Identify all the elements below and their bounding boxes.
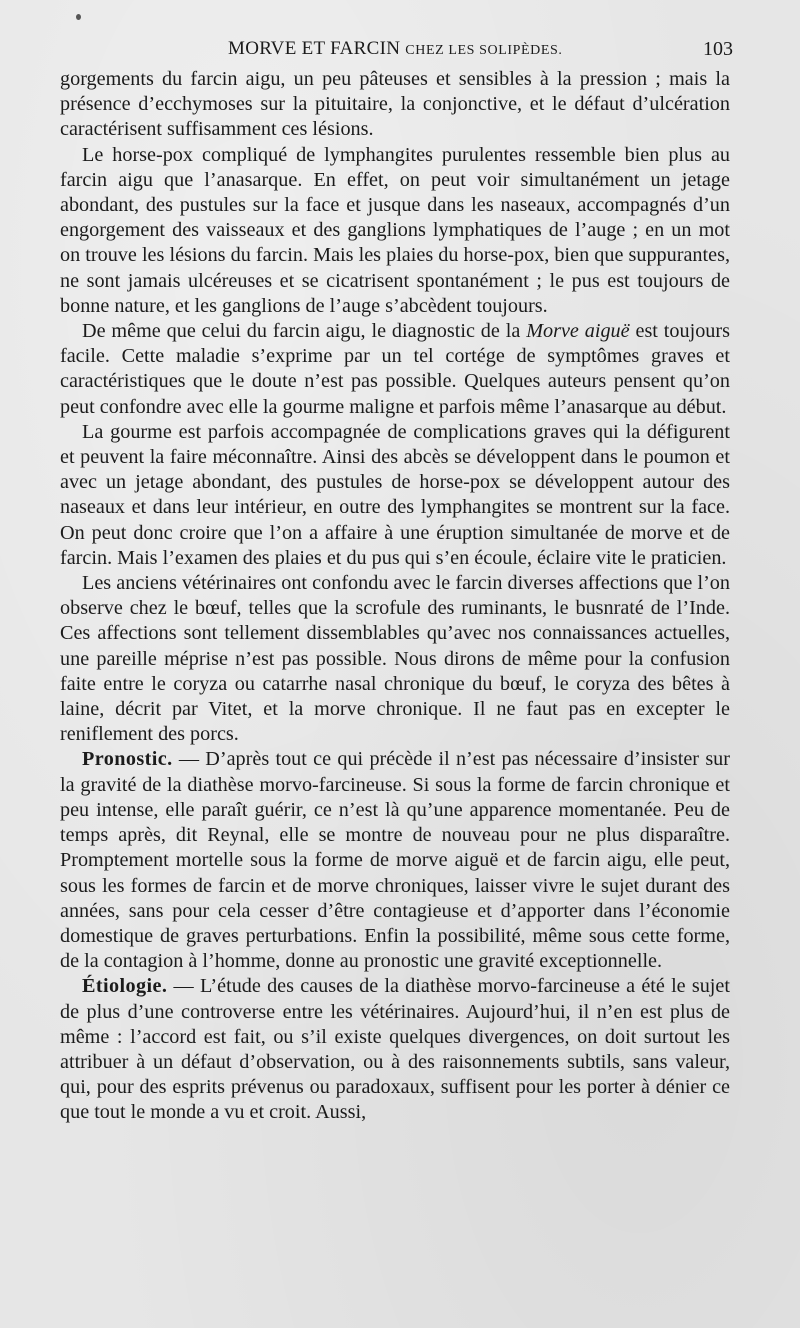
paragraph-morve-aigue: [60, 319, 730, 420]
paragraph-continuation: [60, 67, 730, 143]
ink-spot: [76, 14, 81, 20]
section-heading-etiologie: Étiologie.: [82, 975, 168, 998]
page-number: 103: [703, 38, 733, 60]
paragraph-pronostic: [60, 747, 730, 974]
paragraph-horse-pox: [60, 143, 730, 319]
section-heading-pronostic: Pronostic.: [82, 748, 173, 771]
running-title-main: MORVE ET FARCIN: [228, 38, 401, 59]
paragraph-text: Les anciens vétérinaires ont confondu avec le farcin diverses affections que l’on observe chez le bœuf, telles que la scrofule des ruminants, le busnraté de l’Inde. Ces affections sont tellement dissemblables qu’avec nos connaissances actuelles, une pareille méprise n’est pas possible. Nous dirons de même pour la confusion faite entre le coryza ou catarrhe nasal chronique du bœuf, le coryza des bêtes à laine, décrit par Vitet, et la morve chronique. Il ne faut pas en excepter le reniflement des porcs.: [60, 572, 730, 746]
paragraph-text: La gourme est parfois accompagnée de complications graves qui la défigurent et peuvent la faire méconnaître. Ainsi des abcès se développent dans le poumon et avec un jetage abondant, des pustules de horse-pox se développent autour des naseaux et dans leur intérieur, en outre des lymphangites se montrent sur la face. On peut donc croire que l’on a affaire à une éruption simultanée de morve et de farcin. Mais l’examen des plaies et du pus qui s’en écoule, éclaire vite le praticien.: [60, 420, 730, 569]
paragraph-anciens-veterinaires: [60, 571, 730, 747]
paragraph-text-after: est toujours facile. Cette maladie s’exprime par un tel cortége de symptômes graves et caractéristiques que le doute n’est pas possible. Quelques auteurs pensent qu’on peut confondre avec elle la gourme maligne et parfois même l’anasarque au début.: [60, 320, 730, 418]
page-header: [60, 38, 733, 66]
body-text: [60, 67, 730, 1126]
paragraph-text: — D’après tout ce qui précède il n’est pas nécessaire d’insister sur la gravité de la diathèse morvo-farcineuse. Si sous la forme de farcin chronique et peu intense, elle paraît guérir, ce n’est là qu’une apparence momentanée. Peu de temps après, dit Reynal, elle se montre de nouveau pour ne plus disparaître. Promptement mortelle sous la forme de morve aiguë et de farcin aigu, elle peut, sous les formes de farcin et de morve chroniques, laisser vivre le sujet durant des années, sans pour cela cesser d’être contagieuse et d’apporter dans l’économie domestique de graves perturbations. Enfin la possibilité, même sous cette forme, de la contagion à l’homme, donne au pronostic une gravité exceptionnelle.: [60, 748, 730, 973]
paragraph-text-before: De même que celui du farcin aigu, le diagnostic de la: [82, 320, 527, 343]
running-title: [228, 38, 563, 60]
paragraph-etiologie: [60, 974, 730, 1125]
running-title-small: CHEZ LES SOLIPÈDES.: [405, 43, 563, 58]
paragraph-text: — L’étude des causes de la diathèse morvo-farcineuse a été le sujet de plus d’une controverse entre les vétérinaires. Aujourd’hui, il n’en est plus de même : l’accord est fait, ou s’il existe quelques divergences, on doit surtout les attribuer à un défaut d’observation, ou à des raisonnements subtils, sans valeur, qui, pour des esprits prévenus ou paradoxaux, suffisent pour les porter à dénier ce que tout le monde a vu et croit. Aussi,: [60, 975, 730, 1124]
paragraph-text: gorgements du farcin aigu, un peu pâteuses et sensibles à la pression ; mais la présence d’ecchymoses sur la pituitaire, la conjonctive, et le défaut d’ulcération caractérisent suffisamment ces lésions.: [60, 68, 730, 141]
paragraph-text: Le horse-pox compliqué de lymphangites purulentes ressemble bien plus au farcin aigu que l’anasarque. En effet, on peut voir simultanément un jetage abondant, des pustules sur la face et jusque dans les naseaux, accompagnés d’un engorgement des vaisseaux et des ganglions lymphatiques de l’auge ; en un mot on trouve les lésions du farcin. Mais les plaies du horse-pox, bien que suppurantes, ne sont jamais ulcéreuses et se cicatrisent spontanément ; le pus est toujours de bonne nature, et les ganglions de l’auge s’abcèdent toujours.: [60, 143, 730, 317]
emphasis-morve-aigue: Morve aiguë: [526, 320, 630, 343]
paragraph-gourme: [60, 420, 730, 571]
